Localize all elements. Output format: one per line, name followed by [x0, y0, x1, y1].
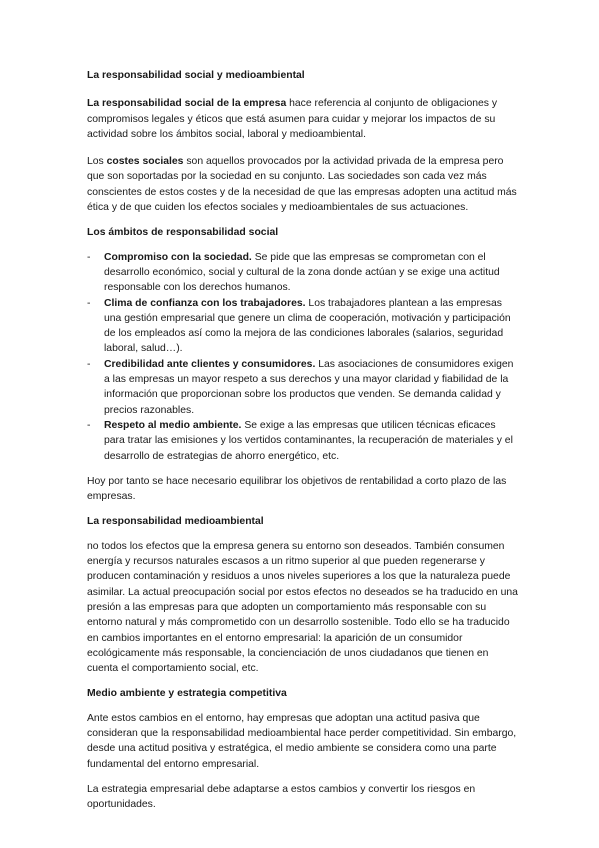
list-item-term: Credibilidad ante clientes y consumidores.	[104, 358, 316, 370]
term-costes-sociales: costes sociales	[106, 156, 184, 168]
list-item-text: Se pide que las empresas se comprometan con el desarrollo económico, social y cultural de la zona donde actúan y se exige una actitud responsable con los derechos humanos.	[104, 251, 500, 294]
dash-bullet: -	[87, 358, 91, 370]
dash-bullet: -	[87, 251, 91, 263]
paragraph-responsabilidad-social	[87, 96, 519, 142]
paragraph-estrategia: Ante estos cambios en el entorno, hay empresas que adoptan una actitud pasiva que consideran que la responsabilidad medioambiental hace perder competitividad. Sin embargo, desde una actitud positiva y estratégica, el medio ambiente se considera como una parte fundamental del entorno empresarial.	[87, 712, 517, 770]
list-item	[87, 357, 519, 418]
dash-bullet: -	[87, 419, 91, 431]
document-title: La responsabilidad social y medioambiental	[87, 70, 305, 81]
paragraph-text: Los	[87, 156, 107, 168]
paragraph-text: hace referencia al conjunto de obligaciones y compromisos legales y éticos que está asumen para cuidar y mejorar los impactos de su actividad sobre los ámbitos social, laboral y medioambiental.	[87, 98, 498, 140]
list-item	[87, 250, 519, 296]
ambitos-list	[87, 250, 519, 464]
term-responsabilidad-social: La responsabilidad social de la empresa	[87, 98, 287, 110]
heading-ambitos: Los ámbitos de responsabilidad social	[87, 227, 279, 239]
heading-medioambiental: La responsabilidad medioambiental	[87, 516, 264, 528]
list-item-text: Los trabajadores plantean a las empresas una gestión empresarial que genere un clima de cooperación, motivación y participación de los empleados así como la mejora de las condiciones laborales (salarios, seguridad laboral, salud…).	[104, 297, 511, 355]
paragraph-oportunidades: La estrategia empresarial debe adaptarse a estos cambios y convertir los riesgos en oportunidades.	[87, 783, 476, 811]
paragraph-costes-sociales	[87, 154, 519, 215]
paragraph-medioambiental: no todos los efectos que la empresa genera su entorno son deseados. También consumen energía y recursos naturales escasos a un ritmo superior al que pueden regenerarse y producen contaminación y residuos a unos niveles superiores a los que la naturaleza puede asimilar. La actual preocupación social por estos efectos no deseados se ha traducido en una presión a las empresas para que adopten un comportamiento más responsable con su entorno natural y más comprometido con un desarrollo sostenible. Todo ello se ha traducido en cambios importantes en el entorno empresarial: la aparición de un consumidor ecológicamente más responsable, la concienciación de unos ciudadanos que tienen en cuenta el comportamiento social, etc.	[87, 540, 518, 675]
list-item-term: Compromiso con la sociedad.	[104, 251, 252, 263]
list-item-text: Se exige a las empresas que utilicen técnicas eficaces para tratar las emisiones y los vertidos contaminantes, la recuperación de materiales y el desarrollo de estrategias de ahorro energético, etc.	[104, 419, 513, 462]
list-item-term: Clima de confianza con los trabajadores.	[104, 297, 306, 309]
list-item	[87, 296, 519, 357]
heading-estrategia: Medio ambiente y estrategia competitiva	[87, 688, 287, 700]
list-item-term: Respeto al medio ambiente.	[104, 419, 242, 431]
paragraph-text: son aquellos provocados por la actividad privada de la empresa pero que son soportadas por la sociedad en su conjunto. Las sociedades son cada vez más conscientes de estos costes y de la necesidad de que las empresas adopten una actitud más ética y de que cuiden los efectos sociales y medioambientales de sus actuaciones.	[87, 156, 517, 214]
document-body	[87, 68, 519, 822]
paragraph-equilibrio: Hoy por tanto se hace necesario equilibrar los objetivos de rentabilidad a corto plazo de las empresas.	[87, 475, 507, 503]
list-item-text: Las asociaciones de consumidores exigen a las empresas un mayor respeto a sus derechos y una mayor claridad y fiabilidad de la información que proporcionan sobre los productos que venden. Se demanda calidad y precios razonables.	[104, 358, 514, 416]
dash-bullet: -	[87, 297, 91, 309]
list-item	[87, 418, 519, 464]
